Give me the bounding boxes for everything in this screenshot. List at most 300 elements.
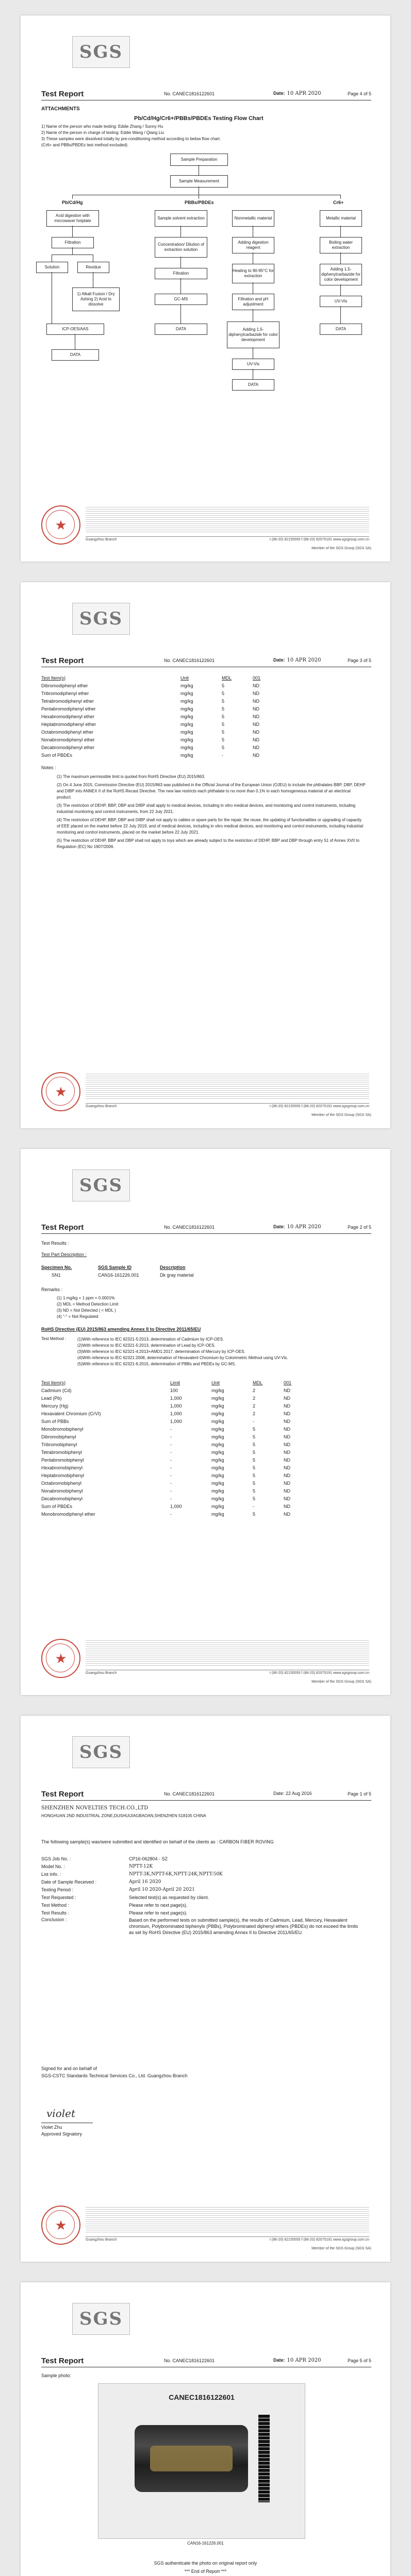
cell: Tribromodiphenyl ether xyxy=(41,690,89,696)
box-acid-digestion: Acid digestion with microwave/ hotplate xyxy=(46,210,99,227)
footer-right: t (86-20) 82155555 f (86-20) 82075191 www.sgsgroup.com.cn xyxy=(269,2238,369,2242)
col-header: Description xyxy=(160,1264,186,1270)
info-label: Test Method : xyxy=(41,1902,70,1908)
connector xyxy=(72,226,73,237)
cell: ND xyxy=(284,1449,290,1455)
flowchart-notes xyxy=(41,124,361,148)
box-alkali-fusion: 1) Alkali Fusion / Dry Ashing 2) Acid to dissolve xyxy=(72,287,120,311)
col-header: 001 xyxy=(253,675,261,681)
remark-item: (2) MDL = Method Detection Limit xyxy=(57,1302,119,1307)
cell: Hexabromodiphenyl ether xyxy=(41,714,95,719)
page-footer xyxy=(41,1636,371,1687)
connector xyxy=(340,252,341,264)
table-row xyxy=(41,1271,248,1279)
cell: mg/kg xyxy=(180,752,193,758)
cell: - xyxy=(170,1480,172,1486)
info-value: April 10 2020-April 20 2021 xyxy=(129,1887,195,1892)
table-row xyxy=(41,728,299,736)
footer-member: Member of the SGS Group (SGS SA) xyxy=(311,1680,371,1684)
table-header-row xyxy=(41,674,299,682)
cell: mg/kg xyxy=(211,1426,224,1432)
authenticate-note: SGS authenticate the photo on original report only xyxy=(154,2561,257,2566)
cell: Decabromodiphenyl ether xyxy=(41,744,95,750)
fine-print xyxy=(86,1072,369,1100)
cell: mg/kg xyxy=(211,1503,224,1509)
sgs-seal-icon: ★ xyxy=(41,1639,80,1678)
cell: Dibromodiphenyl ether xyxy=(41,683,88,688)
box-filtration: Filtration xyxy=(52,237,94,248)
box-data: DATA xyxy=(155,324,207,335)
box-data: DATA xyxy=(232,379,274,391)
info-row xyxy=(41,1870,361,1878)
footer-right: t (86-20) 82155555 f (86-20) 82075191 www.sgsgroup.com.cn xyxy=(269,538,369,541)
cell: Dk gray material xyxy=(160,1272,194,1278)
cell: ND xyxy=(284,1496,290,1501)
info-row xyxy=(41,1893,361,1901)
cell: ND xyxy=(284,1488,290,1494)
intro-text: The following sample(s) was/were submitted and identified on behalf of the clients as : CARBON FIBER ROVING xyxy=(41,1839,274,1844)
ruler-icon xyxy=(258,2415,270,2502)
footer-contact xyxy=(86,2236,369,2242)
page-number: Page 5 of 5 xyxy=(347,2358,371,2363)
footer-member: Member of the SGS Group (SGS SA) xyxy=(311,1113,371,1117)
rohs-title: RoHS Directive (EU) 2015/863 amending Annex II to Directive 2011/65/EU xyxy=(41,1327,201,1332)
connector xyxy=(180,226,181,237)
page-header xyxy=(41,655,371,667)
info-value: CP16-062804 - SZ xyxy=(129,1856,168,1861)
table-row xyxy=(41,1495,330,1502)
page-footer xyxy=(41,502,371,554)
cell: Dibromobiphenyl xyxy=(41,1434,76,1439)
table-row xyxy=(41,1502,330,1510)
cell: mg/kg xyxy=(180,737,193,742)
cell: 2 xyxy=(253,1387,256,1393)
table-row xyxy=(41,1471,330,1479)
page-header xyxy=(41,2355,371,2367)
cell: - xyxy=(170,1496,172,1501)
footer-contact xyxy=(86,1103,369,1108)
info-label: Test Requested : xyxy=(41,1894,76,1900)
cell: 5 xyxy=(222,706,225,711)
table-row xyxy=(41,1417,330,1425)
cell: mg/kg xyxy=(211,1411,224,1416)
note-line: 2) Name of the person in charge of testing: Eddie Wang / Qiang Liu xyxy=(41,130,165,135)
cell: - xyxy=(170,1465,172,1470)
footer-left: Guangzhou Branch xyxy=(86,2238,117,2242)
connector xyxy=(180,304,181,324)
branch-cr: Cr6+ xyxy=(333,200,344,205)
col-header: MDL xyxy=(253,1380,263,1385)
cell: ND xyxy=(284,1480,290,1486)
table-row xyxy=(41,751,299,759)
connector xyxy=(340,284,341,296)
cell: 5 xyxy=(222,729,225,735)
footer-left: Guangzhou Branch xyxy=(86,1105,117,1108)
sgs-logo: SGS xyxy=(72,36,130,68)
col-header: Test Item(s) xyxy=(41,1380,66,1385)
report-number: No. CANEC1816122601 xyxy=(164,2358,215,2363)
report-title: Test Report xyxy=(41,1223,84,1232)
report-title: Test Report xyxy=(41,656,84,665)
cell: mg/kg xyxy=(211,1395,224,1401)
signature: violet xyxy=(46,2107,76,2120)
cell: Tetrabromobiphenyl xyxy=(41,1449,83,1455)
cell: Monobromodiphenyl ether xyxy=(41,1511,95,1517)
info-row xyxy=(41,1886,361,1893)
table-row xyxy=(41,1440,330,1448)
cell: Sum of PBDEs xyxy=(41,1503,73,1509)
table-row xyxy=(41,1479,330,1487)
table-row xyxy=(41,1386,330,1394)
table-row xyxy=(41,1464,330,1471)
cell: Lead (Pb) xyxy=(41,1395,62,1401)
cell: ND xyxy=(253,698,259,704)
cell: Monobromobiphenyl xyxy=(41,1426,84,1432)
branch-pbcdhg: Pb/Cd/Hg xyxy=(62,200,83,205)
connector xyxy=(340,306,341,324)
cell: 1,000 xyxy=(170,1395,182,1401)
cell: ND xyxy=(284,1442,290,1447)
cell: mg/kg xyxy=(211,1457,224,1463)
report-page-notes xyxy=(21,582,390,1128)
col-header: SGS Sample ID xyxy=(98,1264,132,1270)
remark-item: (1) 1 mg/kg = 1 ppm = 0.0001% xyxy=(57,1296,115,1300)
cell: 5 xyxy=(253,1511,256,1517)
date-label: Date: xyxy=(273,91,285,96)
table-row xyxy=(41,1402,330,1410)
connector xyxy=(72,247,73,255)
info-value: April 16 2020 xyxy=(129,1879,161,1885)
cell: Nonabromobiphenyl xyxy=(41,1488,83,1494)
cell: 100 xyxy=(170,1387,178,1393)
page-header xyxy=(41,1789,371,1801)
cell: Decabromobiphenyl xyxy=(41,1496,83,1501)
attachments-heading: ATTACHMENTS xyxy=(41,106,80,112)
info-label: SGS Job No. : xyxy=(41,1856,71,1861)
cell: Sum of PBBs xyxy=(41,1418,69,1424)
cell: mg/kg xyxy=(211,1496,224,1501)
cell: 5 xyxy=(253,1426,256,1432)
remark-item: (4) "-" = Not Regulated xyxy=(57,1314,98,1319)
end-of-report: *** End of Report *** xyxy=(184,2569,227,2574)
date-value: 10 APR 2020 xyxy=(287,657,321,663)
cell: Heptabromobiphenyl xyxy=(41,1472,85,1478)
remarks-list xyxy=(57,1295,263,1320)
notes-label: Notes : xyxy=(41,765,56,770)
notes-list xyxy=(57,774,366,852)
cell: 5 xyxy=(253,1472,256,1478)
date-value: 10 APR 2020 xyxy=(287,1224,321,1230)
footer-contact xyxy=(86,536,369,541)
box-metallic: Metallic material xyxy=(320,210,362,227)
info-value: Please refer to next page(s). xyxy=(129,1910,188,1916)
cell: ND xyxy=(284,1387,290,1393)
info-row xyxy=(41,1917,361,1936)
cell: Cadmium (Cd) xyxy=(41,1387,72,1393)
note-item: (5) The restriction of DEHP, BBP and DBP shall not apply to toys which are already subject to the restriction of DEHP, BBP and DBP through entry 51 of Annex XVII to Regulation (EC) No 1907/2006. xyxy=(57,838,359,849)
cell: Mercury (Hg) xyxy=(41,1403,69,1409)
sgs-logo: SGS xyxy=(72,1736,130,1768)
table-header-row xyxy=(41,1263,248,1271)
signer-name: Violet Zhu xyxy=(41,2125,62,2130)
table-row xyxy=(41,1394,330,1402)
box-sample-measurement: Sample Measurement xyxy=(170,175,228,188)
footer-contact xyxy=(86,1670,369,1675)
info-label: Date of Sample Received : xyxy=(41,1879,97,1885)
sgs-logo: SGS xyxy=(72,2303,130,2335)
report-page-results xyxy=(21,1149,390,1695)
table-row xyxy=(41,1425,330,1433)
method-item: (1)With reference to IEC 62321-5:2013, determination of Cadmium by ICP-OES. xyxy=(77,1337,224,1342)
box-adding-reagent: Adding digestion reagent xyxy=(232,237,274,253)
note-line: (Cr6+ and PBBs/PBDEs test method excluded). xyxy=(41,143,129,147)
note-item: (1) The maximum permissible limit is quoted from RoHS Directive (EU) 2015/863. xyxy=(57,774,205,779)
cell: Pentabromodiphenyl ether xyxy=(41,706,96,711)
remark-item: (3) ND = Not Detected ( < MDL ) xyxy=(57,1308,116,1313)
cell: mg/kg xyxy=(180,698,193,704)
sgs-seal-icon: ★ xyxy=(41,505,80,545)
cell: ND xyxy=(284,1465,290,1470)
table-row xyxy=(41,705,299,713)
cell: - xyxy=(170,1488,172,1494)
info-row xyxy=(41,1909,361,1917)
page-header xyxy=(41,1222,371,1234)
photo-caption: CAN16-161226.001 xyxy=(187,2541,224,2546)
footer-right: t (86-20) 82155555 f (86-20) 82075191 www.sgsgroup.com.cn xyxy=(269,1105,369,1108)
report-number: No. CANEC1816122601 xyxy=(164,1225,215,1230)
cell: ND xyxy=(284,1457,290,1463)
cell: ND xyxy=(284,1472,290,1478)
table-header-row xyxy=(41,1379,330,1386)
cell: 5 xyxy=(222,690,225,696)
cell: Hexavalent Chromium (CrVI) xyxy=(41,1411,101,1416)
cell: ND xyxy=(253,714,259,719)
info-label: Testing Period : xyxy=(41,1887,74,1892)
page-number: Page 2 of 5 xyxy=(347,1225,371,1230)
box-uvvis: UV-Vis xyxy=(320,296,362,307)
info-label: Conclusion : xyxy=(41,1917,67,1922)
connector xyxy=(340,226,341,237)
page-number: Page 3 of 5 xyxy=(347,658,371,663)
cell: mg/kg xyxy=(211,1472,224,1478)
table-row xyxy=(41,713,299,720)
cell: 2 xyxy=(253,1395,256,1401)
cell: - xyxy=(170,1426,172,1432)
col-header: Test Item(s) xyxy=(41,675,66,681)
box-uvvis-2: UV-Vis xyxy=(232,359,274,370)
info-label: Test Results : xyxy=(41,1910,70,1916)
remarks-label: Remarks : xyxy=(41,1287,63,1292)
report-date xyxy=(273,1224,321,1230)
box-filtration-2: Filtration xyxy=(155,268,207,279)
limits-table xyxy=(41,1379,330,1518)
cell: - xyxy=(170,1457,172,1463)
sample-info-table xyxy=(41,1855,361,1936)
cell: - xyxy=(170,1472,172,1478)
cell: 5 xyxy=(253,1488,256,1494)
table-row xyxy=(41,689,299,697)
cell: mg/kg xyxy=(180,690,193,696)
cell: ND xyxy=(284,1426,290,1432)
fine-print xyxy=(86,1639,369,1667)
col-header: Specimen No. xyxy=(41,1264,72,1270)
table-row xyxy=(41,697,299,705)
table-row xyxy=(41,1487,330,1495)
report-page-cover xyxy=(21,1716,390,2262)
cell: Heptabromodiphenyl ether xyxy=(41,721,96,727)
cell: Octabromobiphenyl xyxy=(41,1480,82,1486)
cell: 5 xyxy=(222,737,225,742)
table-row xyxy=(41,743,299,751)
cell: 1,000 xyxy=(170,1411,182,1416)
connector xyxy=(180,278,181,294)
cell: ND xyxy=(253,752,259,758)
table-row xyxy=(41,1410,330,1417)
branch-pbbs: PBBs/PBDEs xyxy=(185,200,214,205)
company-address: HONGHUAN 2ND INDUSTRIAL ZONE,DUSHUIJIAGBAOAN,SHENZHEN 518105 CHINA xyxy=(41,1814,206,1818)
cell: ND xyxy=(253,706,259,711)
cell: ND xyxy=(284,1503,290,1509)
cell: 5 xyxy=(222,721,225,727)
date-value: 10 APR 2020 xyxy=(287,2358,321,2363)
signed-label: Signed for and on behalf of xyxy=(41,2066,97,2071)
box-boiling: Boiling water extraction xyxy=(320,237,362,253)
roll-label-icon xyxy=(150,2446,233,2471)
cell: ND xyxy=(253,744,259,750)
cell: mg/kg xyxy=(211,1511,224,1517)
flowchart-title: Pb/Cd/Hg/Cr6+/PBBs/PBDEs Testing Flow Chart xyxy=(134,115,264,122)
cell: mg/kg xyxy=(180,744,193,750)
note-item: (2) On 4 June 2015, Commission Directive (EU) 2015/863 was published in the Official Journal of the European Union (OJEU) to include the phthalates BBP, DBP, DEHP and DIBP into ANNEX II of the RoHS Recast Directive. The new law restricts each phthalate to no more than 0.1% in each homogeneous material of an electrical product. xyxy=(57,783,366,800)
cell: CAN16-161226.001 xyxy=(98,1272,139,1278)
cell: mg/kg xyxy=(211,1449,224,1455)
method-label: Test Method : xyxy=(41,1336,67,1341)
report-page-flowchart xyxy=(21,15,390,562)
report-number: No. CANEC1816122601 xyxy=(164,91,215,96)
cell: 5 xyxy=(253,1457,256,1463)
cell: Tribromobiphenyl xyxy=(41,1442,77,1447)
info-value: Selected test(s) as requested by client. xyxy=(129,1894,209,1900)
report-date xyxy=(273,2358,321,2363)
cell: ND xyxy=(284,1434,290,1439)
box-filtration-ph: Filtration and pH adjustment xyxy=(232,294,274,310)
cell: - xyxy=(170,1434,172,1439)
cell: mg/kg xyxy=(211,1465,224,1470)
cell: 5 xyxy=(253,1449,256,1455)
box-icp: ICP-OES/AAS xyxy=(46,324,104,335)
cell: ND xyxy=(253,683,259,688)
cell: mg/kg xyxy=(211,1418,224,1424)
results-table xyxy=(41,674,299,759)
report-title: Test Report xyxy=(41,90,84,98)
info-value: NPTT-12K xyxy=(129,1863,153,1869)
cell: mg/kg xyxy=(211,1387,224,1393)
date-label: Date: xyxy=(273,1224,285,1229)
page-number: Page 1 of 5 xyxy=(347,1791,371,1797)
cell: 5 xyxy=(253,1434,256,1439)
footer-right: t (86-20) 82155555 f (86-20) 82075191 www.sgsgroup.com.cn xyxy=(269,1671,369,1675)
cell: Hexabromobiphenyl xyxy=(41,1465,83,1470)
cell: Nonabromodiphenyl ether xyxy=(41,737,95,742)
cell: mg/kg xyxy=(180,721,193,727)
cell: 5 xyxy=(222,744,225,750)
company-name: SHENZHEN NOVELTIES TECH.CO.,LTD xyxy=(41,1805,149,1811)
method-item: (2)With reference to IEC 62321-5:2013, determination of Lead by ICP-OES. xyxy=(77,1343,216,1348)
box-nonmetallic: Nonmetallic material xyxy=(232,210,274,227)
note-item: (4) The restriction of DEHP, BBP, DBP and DIBP shall not apply to cables or spare parts for the repair, the reuse, the updating of functionalities or upgrading of capacity of EEE placed on the market before 22 July 2019, and of medical devices, including in vitro medical devices, and monitoring and control instruments, including industrial monitoring and control instruments, placed on the market before 22 July 2021. xyxy=(57,818,364,835)
cell: 5 xyxy=(253,1496,256,1501)
photo-id: CANEC1816122601 xyxy=(169,2393,235,2401)
report-title: Test Report xyxy=(41,1790,84,1799)
page-footer xyxy=(41,2202,371,2254)
date-value: 10 APR 2020 xyxy=(287,91,321,96)
cell: mg/kg xyxy=(211,1442,224,1447)
part-label: Test Part Description : xyxy=(41,1252,87,1257)
cell: ND xyxy=(284,1395,290,1401)
method-item: (4)With reference to IEC 62321:2008, determination of Hexavalent Chromium by Colorimetric Method using UV-Vis. xyxy=(77,1355,288,1360)
cell: - xyxy=(253,1418,254,1424)
cell: ND xyxy=(253,721,259,727)
cell: - xyxy=(253,1503,254,1509)
cell: 5 xyxy=(253,1442,256,1447)
specimen-table xyxy=(41,1263,248,1279)
cell: 1,000 xyxy=(170,1418,182,1424)
cell: mg/kg xyxy=(180,706,193,711)
cell: Pentabromobiphenyl xyxy=(41,1457,84,1463)
info-row xyxy=(41,1878,361,1886)
cell: ND xyxy=(253,737,259,742)
col-header: 001 xyxy=(284,1380,292,1385)
cell: mg/kg xyxy=(211,1480,224,1486)
cell: mg/kg xyxy=(180,683,193,688)
cell: - xyxy=(222,752,223,758)
fine-print xyxy=(86,2206,369,2233)
box-adding-dpc-2: Adding 1,5-diphenylcarbazide for color development xyxy=(227,321,280,348)
results-label: Test Results : xyxy=(41,1241,70,1246)
col-header: Limit xyxy=(170,1380,180,1385)
report-date: Date: 22 Aug 2016 xyxy=(273,1791,312,1796)
method-item: (5)With reference to IEC 62321-6:2015, determination of PBBs and PBDEs by GC-MS. xyxy=(77,1362,236,1366)
footer-left: Guangzhou Branch xyxy=(86,1671,117,1675)
box-solvent-extraction: Sample solvent extraction xyxy=(155,210,207,227)
col-header: MDL xyxy=(222,675,232,681)
connector xyxy=(340,195,341,199)
sgs-logo: SGS xyxy=(72,1170,130,1201)
cell: 2 xyxy=(253,1403,256,1409)
box-data: DATA xyxy=(320,324,362,335)
table-row xyxy=(41,720,299,728)
box-gcms: GC-MS xyxy=(155,294,207,305)
report-date xyxy=(273,91,321,96)
info-row xyxy=(41,1901,361,1909)
cell: - xyxy=(170,1449,172,1455)
sgs-seal-icon: ★ xyxy=(41,2206,80,2245)
method-list xyxy=(77,1336,366,1367)
cell: 5 xyxy=(222,683,225,688)
col-header: Unit xyxy=(180,675,189,681)
connector xyxy=(180,257,181,268)
cell: 1,000 xyxy=(170,1403,182,1409)
report-number: No. CANEC1816122601 xyxy=(164,1791,215,1797)
cell: Tetrabromodiphenyl ether xyxy=(41,698,94,704)
box-concentration: Concentration/ Dilution of extraction solution xyxy=(155,237,207,258)
info-label: List info. : xyxy=(41,1871,61,1877)
box-adding-dpc: Adding 1,5-diphenylcarbazide for color development xyxy=(320,264,362,285)
box-solution: Solution xyxy=(36,262,68,273)
box-sample-preparation: Sample Preparation xyxy=(170,154,228,166)
page-footer xyxy=(41,1069,371,1121)
cell: ND xyxy=(253,690,259,696)
